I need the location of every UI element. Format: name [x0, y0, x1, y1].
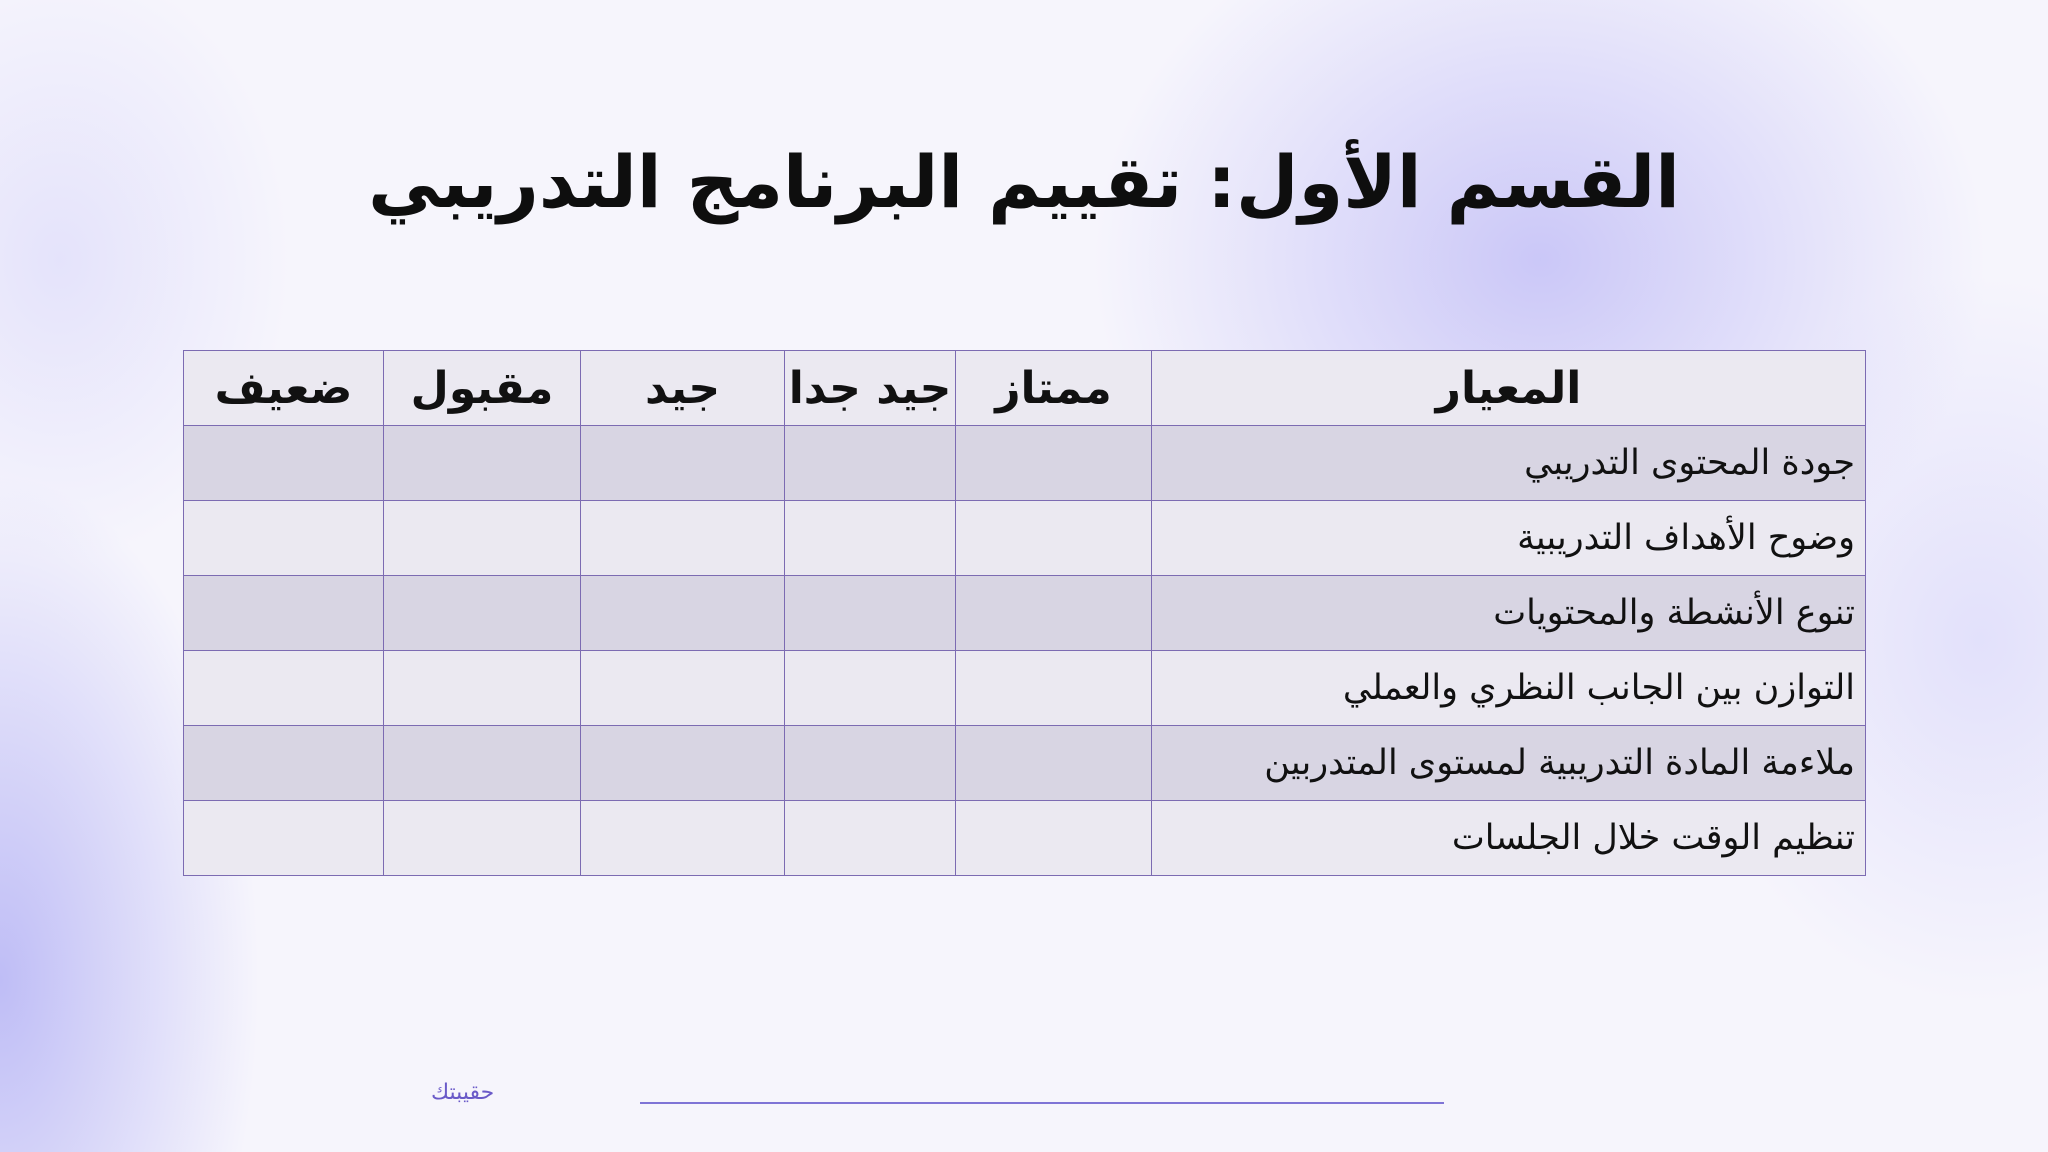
rating-cell-weak[interactable] [184, 801, 384, 876]
rating-cell-excellent[interactable] [956, 426, 1152, 501]
header-acceptable: مقبول [384, 351, 581, 426]
rating-cell-acceptable[interactable] [384, 651, 581, 726]
rating-cell-very-good[interactable] [785, 651, 956, 726]
rating-cell-acceptable[interactable] [384, 726, 581, 801]
rating-cell-good[interactable] [581, 651, 785, 726]
rating-cell-good[interactable] [581, 576, 785, 651]
rating-cell-acceptable[interactable] [384, 801, 581, 876]
table-row [184, 651, 1866, 726]
rating-cell-weak[interactable] [184, 501, 384, 576]
rating-cell-acceptable[interactable] [384, 576, 581, 651]
header-good: جيد [581, 351, 785, 426]
rating-cell-very-good[interactable] [785, 576, 956, 651]
rating-cell-excellent[interactable] [956, 576, 1152, 651]
rating-cell-acceptable[interactable] [384, 501, 581, 576]
rating-cell-excellent[interactable] [956, 801, 1152, 876]
rating-cell-acceptable[interactable] [384, 426, 581, 501]
criterion-label: ملاءمة المادة التدريبية لمستوى المتدربين [1152, 726, 1866, 801]
header-weak: ضعيف [184, 351, 384, 426]
criterion-label: تنظيم الوقت خلال الجلسات [1152, 801, 1866, 876]
rating-cell-good[interactable] [581, 501, 785, 576]
header-criterion: المعيار [1152, 351, 1866, 426]
rating-cell-weak[interactable] [184, 726, 384, 801]
criterion-label: وضوح الأهداف التدريبية [1152, 501, 1866, 576]
criterion-label: تنوع الأنشطة والمحتويات [1152, 576, 1866, 651]
table-row [184, 426, 1866, 501]
rating-cell-weak[interactable] [184, 576, 384, 651]
rating-cell-excellent[interactable] [956, 726, 1152, 801]
rating-cell-weak[interactable] [184, 651, 384, 726]
rating-cell-good[interactable] [581, 801, 785, 876]
table-row [184, 576, 1866, 651]
rating-cell-good[interactable] [581, 726, 785, 801]
table-header-row [184, 351, 1866, 426]
page-title: القسم الأول: تقييم البرنامج التدريبي [368, 140, 1680, 224]
rating-cell-very-good[interactable] [785, 726, 956, 801]
header-very-good: جيد جدا [785, 351, 956, 426]
table-row [184, 726, 1866, 801]
evaluation-table [183, 350, 1866, 876]
rating-cell-very-good[interactable] [785, 501, 956, 576]
criterion-label: التوازن بين الجانب النظري والعملي [1152, 651, 1866, 726]
table-row [184, 801, 1866, 876]
rating-cell-good[interactable] [581, 426, 785, 501]
rating-cell-very-good[interactable] [785, 801, 956, 876]
header-excellent: ممتاز [956, 351, 1152, 426]
rating-cell-excellent[interactable] [956, 501, 1152, 576]
rating-cell-weak[interactable] [184, 426, 384, 501]
criterion-label: جودة المحتوى التدريبي [1152, 426, 1866, 501]
table-row [184, 501, 1866, 576]
footer-brand: حقيبتك [431, 1080, 495, 1105]
rating-cell-excellent[interactable] [956, 651, 1152, 726]
rating-cell-very-good[interactable] [785, 426, 956, 501]
footer-divider [640, 1102, 1444, 1104]
